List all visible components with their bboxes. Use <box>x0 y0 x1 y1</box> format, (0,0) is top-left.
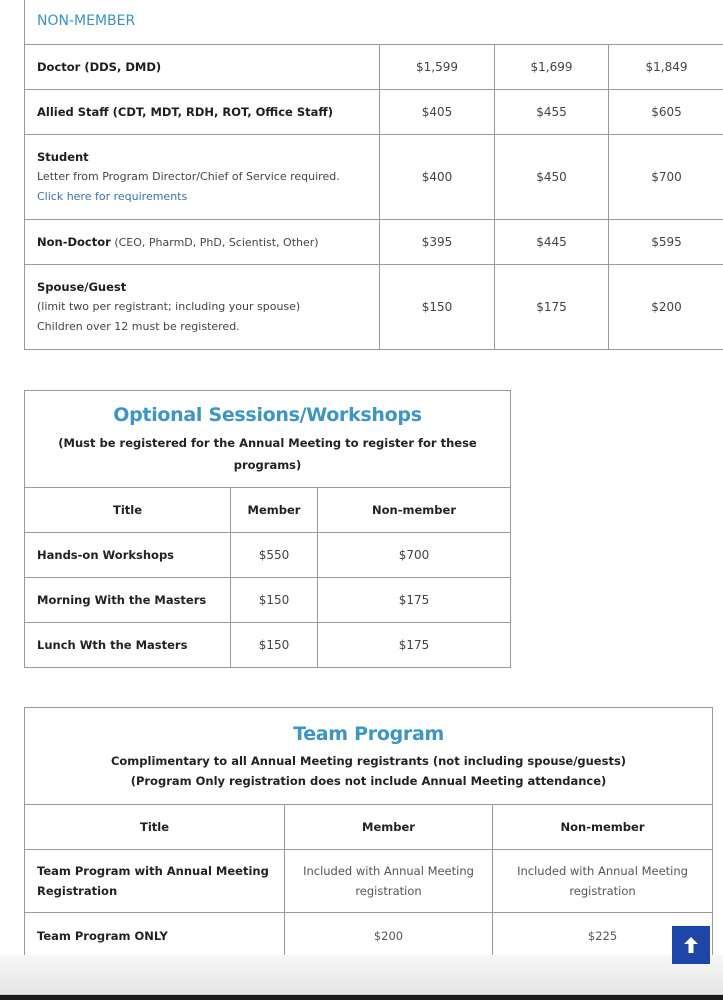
requirements-link[interactable]: Click here for requirements <box>37 189 188 203</box>
column-header-member: Member <box>285 805 493 850</box>
price-cell: $595 <box>609 219 723 264</box>
page-bottom-edge <box>0 955 723 995</box>
price-cell: $400 <box>380 134 495 219</box>
non-member-heading: NON-MEMBER <box>25 0 723 44</box>
member-price: $200 <box>285 913 493 959</box>
row-note: Letter from Program Director/Chief of Service required. <box>37 169 340 183</box>
section-subtitle: Complimentary to all Annual Meeting registrants (not including spouse/guests) <box>110 754 627 768</box>
optional-sessions-table <box>24 390 511 668</box>
arrow-up-icon <box>684 937 698 953</box>
row-title: Team Program with Annual Meeting Registration <box>25 850 285 913</box>
table-row <box>25 219 723 264</box>
row-title: Student <box>37 149 89 164</box>
column-header-title: Title <box>25 805 285 850</box>
table-row <box>25 913 713 959</box>
price-cell: $395 <box>380 219 495 264</box>
table-row <box>25 264 723 349</box>
price-cell: $1,599 <box>380 44 495 89</box>
price-cell: $455 <box>495 89 609 134</box>
table-row <box>25 89 723 134</box>
row-title: Spouse/Guest <box>37 279 127 294</box>
row-title: Non-Doctor <box>37 234 111 249</box>
price-cell: $200 <box>609 264 723 349</box>
non-member-price: $225 <box>493 913 713 959</box>
column-header-non-member: Non-member <box>493 805 713 850</box>
row-title: Team Program ONLY <box>25 913 285 959</box>
section-subtitle: (Must be registered for the Annual Meeting to register for these programs) <box>58 436 477 472</box>
table-header-row <box>25 805 713 850</box>
price-cell: $445 <box>495 219 609 264</box>
table-header-row <box>25 488 511 533</box>
non-member-price: Included with Annual Meeting registration <box>493 850 713 913</box>
section-subtitle-2: (Program Only registration does not include Annual Meeting attendance) <box>130 774 607 788</box>
price-cell: $700 <box>609 134 723 219</box>
price-cell: $605 <box>609 89 723 134</box>
non-member-price: $700 <box>318 533 511 578</box>
non-member-pricing-table <box>24 0 723 350</box>
table-row <box>25 44 723 89</box>
row-note-2: Children over 12 must be registered. <box>37 319 240 333</box>
member-price: Included with Annual Meeting registration <box>285 850 493 913</box>
window-bottom-bar <box>0 995 723 1000</box>
price-cell: $175 <box>495 264 609 349</box>
table-row <box>25 623 511 668</box>
row-note: (CEO, PharmD, PhD, Scientist, Other) <box>110 235 319 249</box>
scroll-to-top-button[interactable] <box>672 926 710 964</box>
price-cell: $450 <box>495 134 609 219</box>
table-row <box>25 850 713 913</box>
row-title: Morning With the Masters <box>25 578 231 623</box>
member-price: $150 <box>231 578 318 623</box>
price-cell: $1,699 <box>495 44 609 89</box>
column-header-non-member: Non-member <box>318 488 511 533</box>
table-row <box>25 578 511 623</box>
column-header-title: Title <box>25 488 231 533</box>
table-row <box>25 134 723 219</box>
section-title: Optional Sessions/Workshops <box>113 404 422 426</box>
section-title: Team Program <box>293 723 444 745</box>
row-title: Lunch Wth the Masters <box>25 623 231 668</box>
member-price: $550 <box>231 533 318 578</box>
row-title: Allied Staff (CDT, MDT, RDH, ROT, Office Staff) <box>37 104 333 119</box>
non-member-price: $175 <box>318 623 511 668</box>
non-member-price: $175 <box>318 578 511 623</box>
table-row <box>25 533 511 578</box>
price-cell: $150 <box>380 264 495 349</box>
member-price: $150 <box>231 623 318 668</box>
price-cell: $1,849 <box>609 44 723 89</box>
price-cell: $405 <box>380 89 495 134</box>
row-title: Doctor (DDS, DMD) <box>37 59 162 74</box>
row-title: Hands-on Workshops <box>25 533 231 578</box>
row-note: (limit two per registrant; including your spouse) <box>37 299 301 313</box>
column-header-member: Member <box>231 488 318 533</box>
team-program-table <box>24 707 713 959</box>
